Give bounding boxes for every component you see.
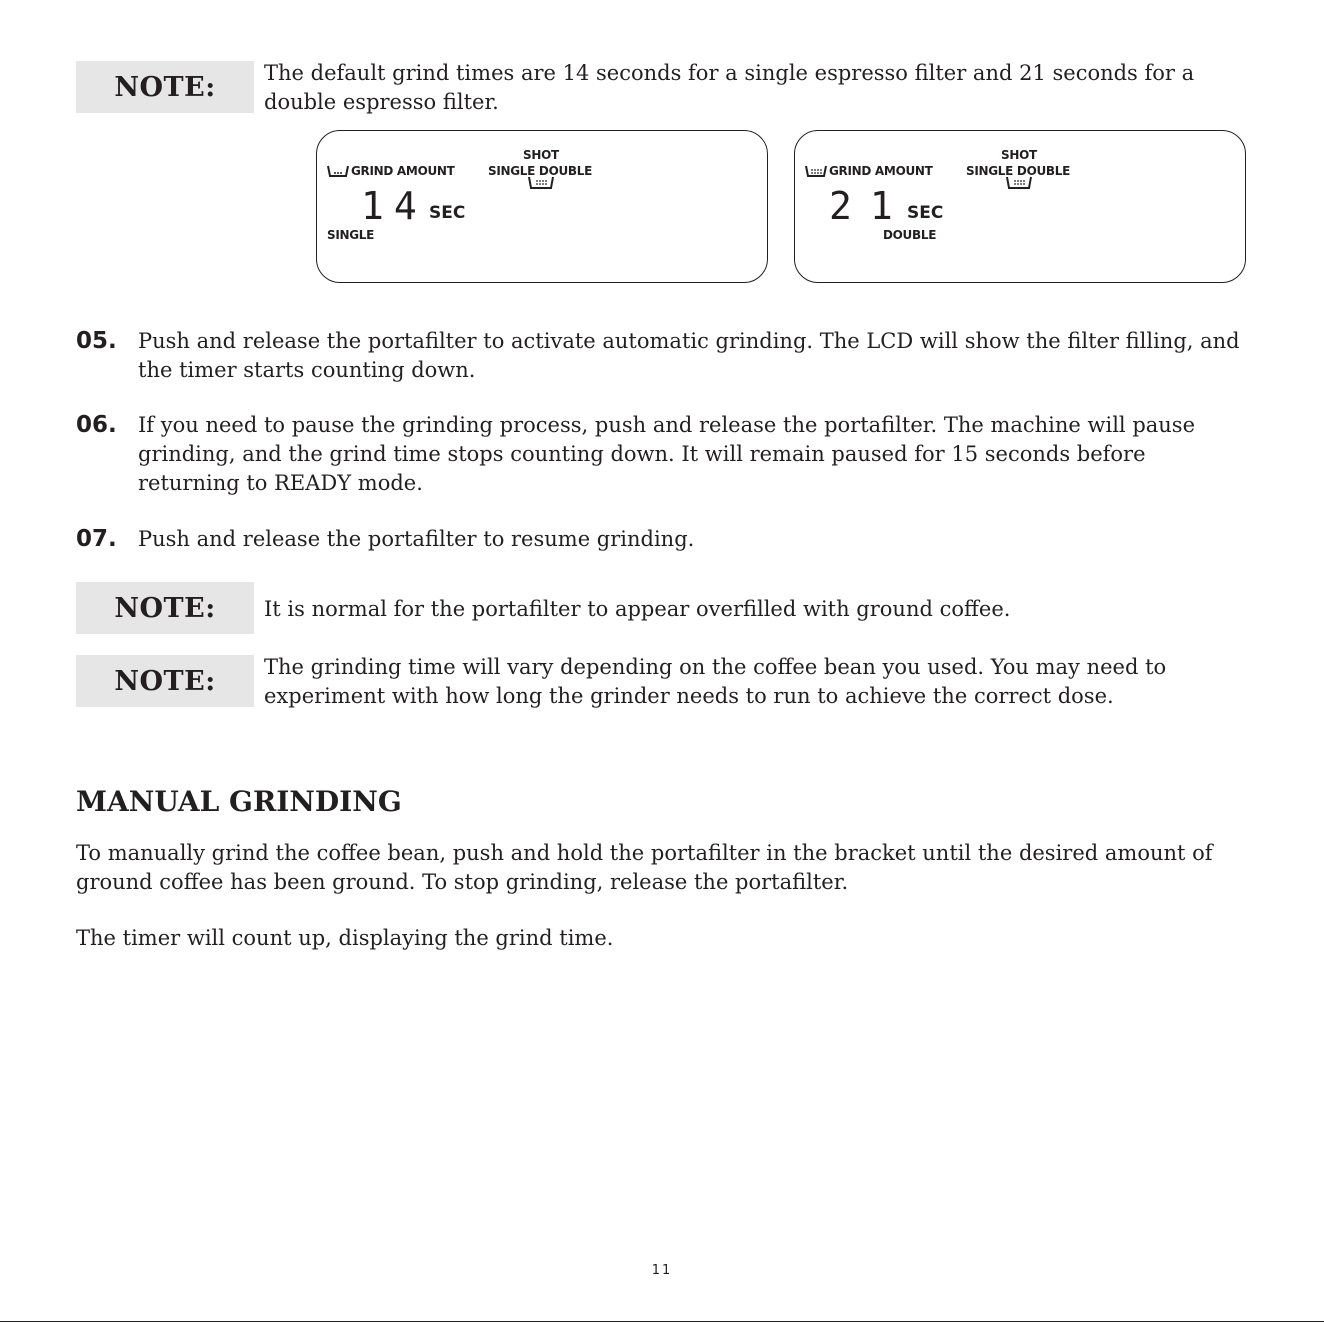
section-heading: MANUAL GRINDING <box>76 785 402 818</box>
note-label: NOTE: <box>76 655 254 707</box>
note-label: NOTE: <box>76 582 254 634</box>
manual-grinding-paragraph: To manually grind the coffee bean, push and hold the portafilter in the bracket until the desired amount of ground coffee has been ground. To stop grinding, release the portafilter. <box>76 841 1213 894</box>
lcd-display-double <box>794 130 1246 283</box>
lcd-display-single <box>316 130 768 283</box>
lcd-shot-label: SHOT <box>1001 148 1037 162</box>
step-number: 06. <box>76 412 117 438</box>
lcd-mode-label: SINGLE <box>327 228 375 242</box>
lcd-time-digits: 21 <box>829 184 911 228</box>
step-number: 07. <box>76 526 117 552</box>
lcd-time-digits: 14 <box>361 184 427 228</box>
portafilter-shot-icon <box>1006 176 1032 190</box>
portafilter-single-icon <box>327 165 349 179</box>
lcd-shot-label: SHOT <box>523 148 559 162</box>
lcd-grind-amount-label: GRIND AMOUNT <box>351 164 455 178</box>
note-label: NOTE: <box>76 61 254 113</box>
step-text: If you need to pause the grinding process, push and release the portafilter. The machine will pause grinding, and the grind time stops counting down. It will remain paused for 15 seconds before returning to READY mode. <box>138 413 1196 495</box>
step-text: Push and release the portafilter to resume grinding. <box>138 527 695 551</box>
lcd-sec-label: SEC <box>907 203 944 223</box>
page-number: 11 <box>651 1263 673 1278</box>
portafilter-shot-icon <box>528 176 554 190</box>
lcd-mode-label: DOUBLE <box>883 228 937 242</box>
note-text-overfilled: It is normal for the portafilter to appear overfilled with ground coffee. <box>264 597 1011 621</box>
timer-paragraph: The timer will count up, displaying the grind time. <box>76 926 614 950</box>
step-text: Push and release the portafilter to activate automatic grinding. The LCD will show the filter filling, and the timer starts counting down. <box>138 329 1240 382</box>
lcd-sec-label: SEC <box>429 203 466 223</box>
lcd-single-double-label: SINGLE DOUBLE <box>488 164 593 178</box>
step-number: 05. <box>76 328 117 354</box>
lcd-single-double-label: SINGLE DOUBLE <box>966 164 1071 178</box>
portafilter-double-icon <box>805 165 827 179</box>
lcd-grind-amount-label: GRIND AMOUNT <box>829 164 933 178</box>
note-text-grinding-time: The grinding time will vary depending on the coffee bean you used. You may need to experiment with how long the grinder needs to run to achieve the correct dose. <box>264 655 1167 708</box>
note-text-default-grind-times: The default grind times are 14 seconds for a single espresso filter and 21 seconds for a double espresso filter. <box>264 61 1195 114</box>
bottom-rule <box>0 1321 1324 1322</box>
